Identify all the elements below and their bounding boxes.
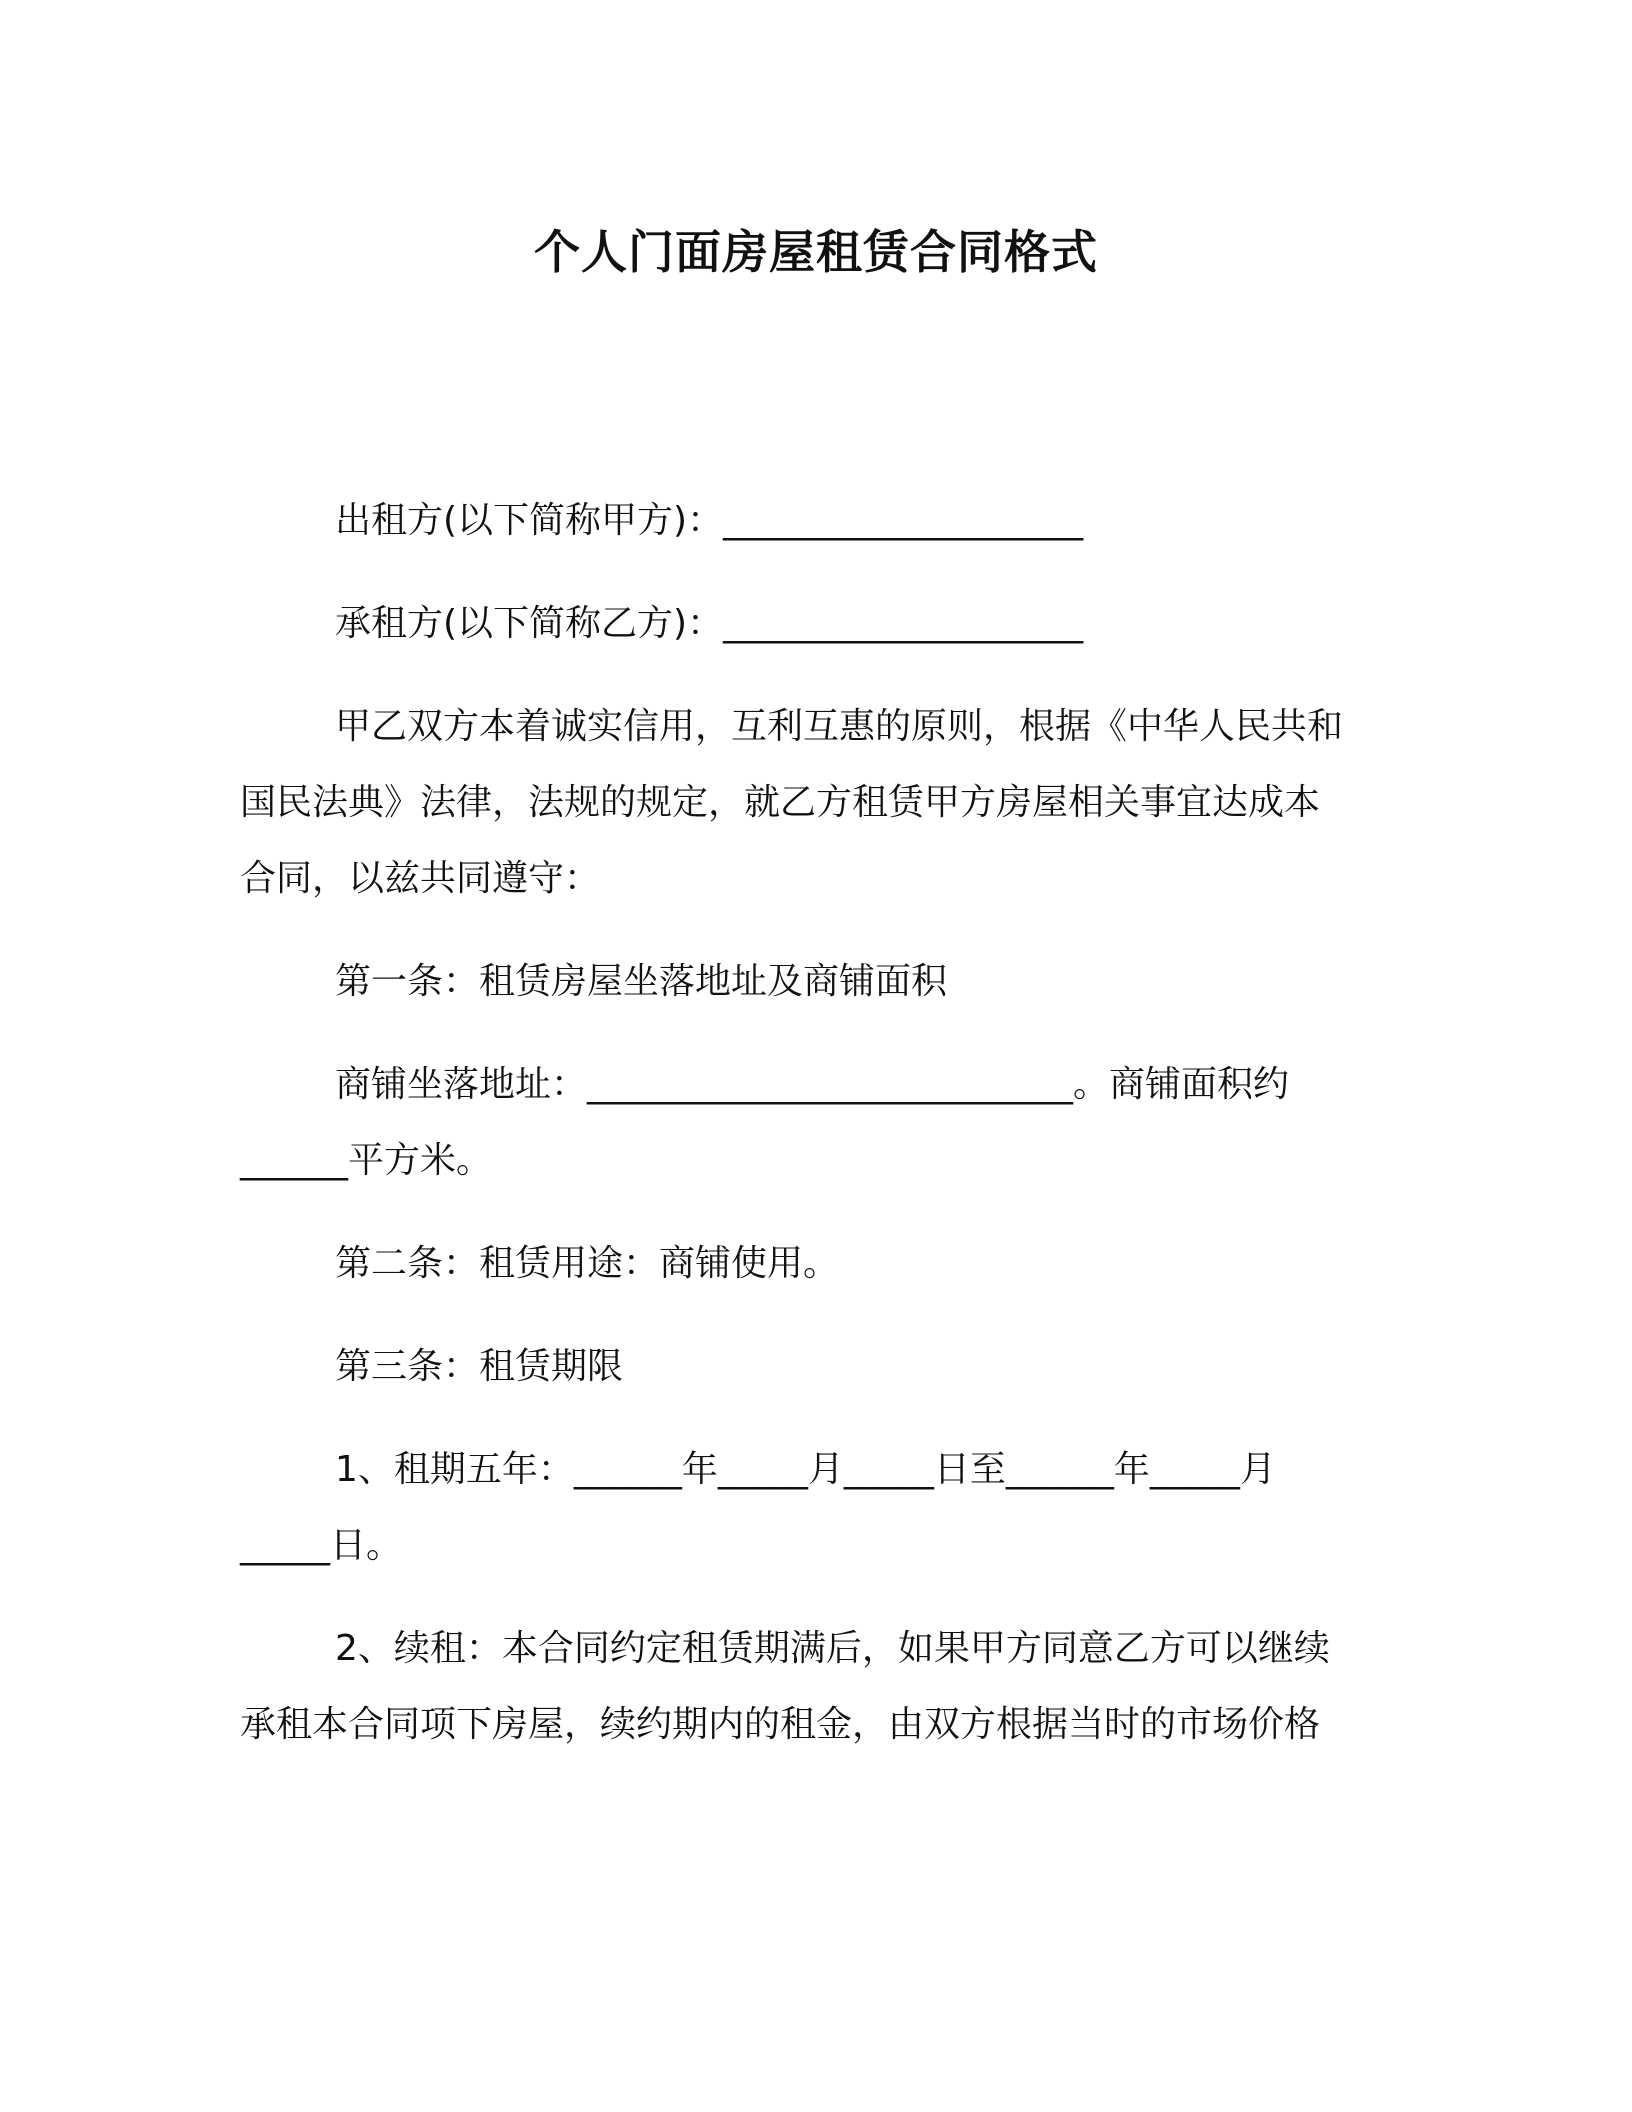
- clause-1-line-2: _____日。: [240, 1525, 403, 1566]
- article-3-heading: 第三条：租赁期限: [335, 1346, 624, 1387]
- preamble-line-2: 国民法典》法律，法规的规定，就乙方租赁甲方房屋相关事宜达成本: [240, 782, 1321, 823]
- clause-2-line-2: 承租本合同项下房屋，续约期内的租金，由双方根据当时的市场价格: [240, 1704, 1321, 1745]
- document-title: 个人门面房屋租赁合同格式: [534, 225, 1098, 279]
- clause-2-line-1: 2、续租：本合同约定租赁期满后，如果甲方同意乙方可以继续: [335, 1628, 1330, 1669]
- article-1-heading: 第一条：租赁房屋坐落地址及商铺面积: [335, 961, 948, 1002]
- article-1-address-line-1: 商铺坐落地址：___________________________。商铺面积约: [335, 1064, 1290, 1105]
- article-2: 第二条：租赁用途：商铺使用。: [335, 1243, 840, 1284]
- preamble-line-1: 甲乙双方本着诚实信用，互利互惠的原则，根据《中华人民共和: [335, 706, 1344, 747]
- preamble-line-3: 合同，以兹共同遵守：: [240, 858, 601, 899]
- article-1-address-line-2: ______平方米。: [240, 1140, 493, 1181]
- clause-1-line-1: 1、租期五年：______年_____月_____日至______年_____月: [335, 1449, 1276, 1490]
- lessor-line: 出租方(以下简称甲方)：____________________: [335, 500, 1084, 541]
- lessee-line: 承租方(以下简称乙方)：____________________: [335, 603, 1084, 644]
